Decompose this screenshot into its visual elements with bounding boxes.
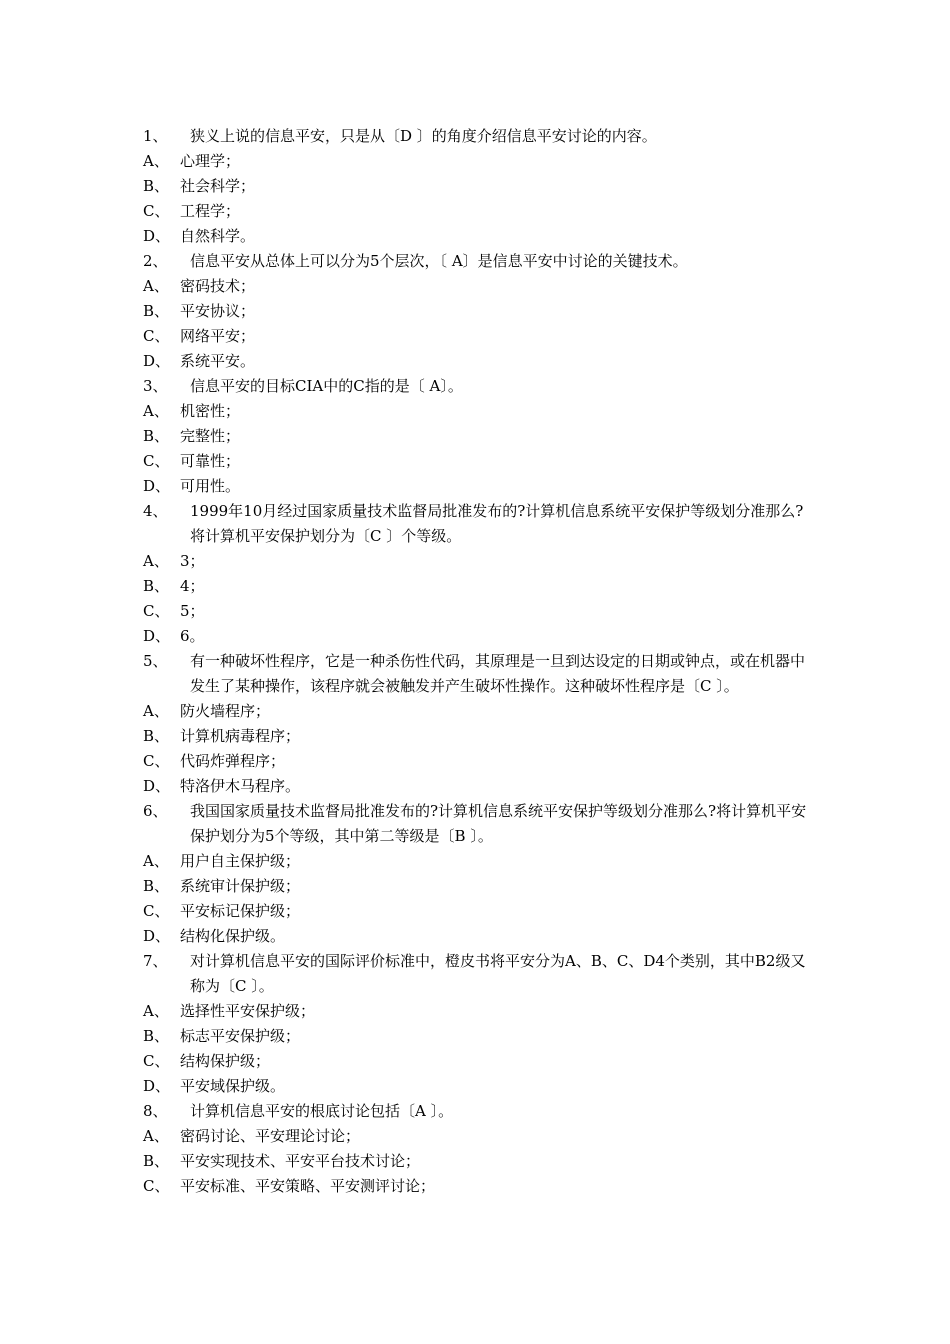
option-item xyxy=(143,1174,813,1199)
option-item xyxy=(143,999,813,1024)
option-item xyxy=(143,1049,813,1074)
question-text: 对计算机信息平安的国际评价标准中，橙皮书将平安分为A、B、C、D4个类别，其中B2级又称为〔C 〕。 xyxy=(190,952,806,995)
option-letter: B、 xyxy=(143,877,170,895)
option-text: 平安标记保护级； xyxy=(180,902,301,920)
question-number: 1、 xyxy=(143,127,168,145)
question-text: 有一种破坏性程序，它是一种杀伤性代码，其原理是一旦到达设定的日期或钟点，或在机器中发生了某种操作，该程序就会被触发并产生破坏性操作。这种破坏性程序是〔C 〕。 xyxy=(190,652,806,695)
option-item xyxy=(143,724,813,749)
question-1 xyxy=(143,124,813,149)
option-item xyxy=(143,924,813,949)
option-text: 平安标准、平安策略、平安测评讨论； xyxy=(180,1177,436,1195)
option-text: 平安协议； xyxy=(180,302,256,320)
option-text: 5； xyxy=(180,602,205,620)
option-letter: D、 xyxy=(143,777,171,795)
question-number: 3、 xyxy=(143,377,168,395)
option-item xyxy=(143,1149,813,1174)
option-text: 标志平安保护级； xyxy=(180,1027,301,1045)
option-item xyxy=(143,1024,813,1049)
question-text: 信息平安的目标CIA中的C指的是〔 A〕。 xyxy=(190,377,463,395)
option-item xyxy=(143,324,813,349)
option-text: 自然科学。 xyxy=(180,227,256,245)
question-number: 7、 xyxy=(143,952,168,970)
option-letter: B、 xyxy=(143,1152,170,1170)
question-text: 我国国家质量技术监督局批准发布的?计算机信息系统平安保护等级划分准那么?将计算机平安保护划分为5个等级，其中第二等级是〔B 〕。 xyxy=(190,802,807,845)
option-letter: A、 xyxy=(143,702,169,720)
question-number: 2、 xyxy=(143,252,168,270)
option-item xyxy=(143,299,813,324)
question-number: 5、 xyxy=(143,652,168,670)
option-item xyxy=(143,449,813,474)
option-text: 工程学； xyxy=(180,202,241,220)
option-letter: A、 xyxy=(143,1002,169,1020)
option-text: 防火墙程序； xyxy=(180,702,271,720)
option-letter: D、 xyxy=(143,627,171,645)
option-item xyxy=(143,174,813,199)
option-item xyxy=(143,749,813,774)
option-letter: B、 xyxy=(143,1027,170,1045)
option-text: 选择性平安保护级； xyxy=(180,1002,316,1020)
option-item xyxy=(143,574,813,599)
option-item xyxy=(143,849,813,874)
option-item xyxy=(143,274,813,299)
option-letter: B、 xyxy=(143,177,170,195)
option-item xyxy=(143,399,813,424)
question-number: 6、 xyxy=(143,802,168,820)
option-letter: C、 xyxy=(143,1052,170,1070)
option-letter: B、 xyxy=(143,302,170,320)
option-letter: D、 xyxy=(143,477,171,495)
option-item xyxy=(143,549,813,574)
option-letter: A、 xyxy=(143,277,169,295)
option-item xyxy=(143,624,813,649)
question-7 xyxy=(143,949,813,999)
option-letter: A、 xyxy=(143,152,169,170)
option-item xyxy=(143,199,813,224)
option-text: 平安实现技术、平安平台技术讨论； xyxy=(180,1152,421,1170)
option-item xyxy=(143,774,813,799)
option-letter: C、 xyxy=(143,902,170,920)
option-text: 可用性。 xyxy=(180,477,241,495)
option-letter: B、 xyxy=(143,427,170,445)
option-letter: C、 xyxy=(143,1177,170,1195)
option-item xyxy=(143,1074,813,1099)
option-text: 系统平安。 xyxy=(180,352,256,370)
option-item xyxy=(143,899,813,924)
option-text: 用户自主保护级； xyxy=(180,852,301,870)
option-text: 3； xyxy=(180,552,205,570)
option-text: 完整性； xyxy=(180,427,241,445)
question-5 xyxy=(143,649,813,699)
option-item xyxy=(143,349,813,374)
option-item xyxy=(143,699,813,724)
option-item xyxy=(143,874,813,899)
option-text: 4； xyxy=(180,577,205,595)
option-text: 特洛伊木马程序。 xyxy=(180,777,301,795)
option-letter: A、 xyxy=(143,402,169,420)
option-letter: D、 xyxy=(143,1077,171,1095)
option-letter: C、 xyxy=(143,327,170,345)
question-3 xyxy=(143,374,813,399)
option-item xyxy=(143,149,813,174)
option-text: 心理学； xyxy=(180,152,241,170)
option-item xyxy=(143,474,813,499)
option-text: 平安域保护级。 xyxy=(180,1077,286,1095)
option-letter: A、 xyxy=(143,852,169,870)
question-text: 计算机信息平安的根底讨论包括〔A 〕。 xyxy=(190,1102,454,1120)
option-text: 可靠性； xyxy=(180,452,241,470)
option-letter: A、 xyxy=(143,1127,169,1145)
option-letter: B、 xyxy=(143,577,170,595)
option-text: 社会科学； xyxy=(180,177,256,195)
option-letter: D、 xyxy=(143,227,171,245)
option-letter: D、 xyxy=(143,927,171,945)
option-letter: B、 xyxy=(143,727,170,745)
question-text: 1999年10月经过国家质量技术监督局批准发布的?计算机信息系统平安保护等级划分准那么?将计算机平安保护划分为〔C 〕个等级。 xyxy=(190,502,804,545)
option-letter: A、 xyxy=(143,552,169,570)
option-item xyxy=(143,224,813,249)
question-8 xyxy=(143,1099,813,1124)
option-letter: C、 xyxy=(143,452,170,470)
option-text: 计算机病毒程序； xyxy=(180,727,301,745)
option-letter: C、 xyxy=(143,752,170,770)
question-6 xyxy=(143,799,813,849)
option-text: 系统审计保护级； xyxy=(180,877,301,895)
option-letter: C、 xyxy=(143,202,170,220)
option-text: 密码技术； xyxy=(180,277,256,295)
option-text: 结构保护级； xyxy=(180,1052,271,1070)
question-2 xyxy=(143,249,813,274)
option-item xyxy=(143,424,813,449)
question-text: 信息平安从总体上可以分为5个层次，〔 A〕是信息平安中讨论的关键技术。 xyxy=(190,252,688,270)
option-text: 网络平安； xyxy=(180,327,256,345)
question-text: 狭义上说的信息平安，只是从〔D 〕的角度介绍信息平安讨论的内容。 xyxy=(190,127,657,145)
option-letter: C、 xyxy=(143,602,170,620)
option-letter: D、 xyxy=(143,352,171,370)
option-text: 代码炸弹程序； xyxy=(180,752,286,770)
option-text: 6。 xyxy=(180,627,205,645)
question-4 xyxy=(143,499,813,549)
question-number: 8、 xyxy=(143,1102,168,1120)
option-text: 机密性； xyxy=(180,402,241,420)
question-list xyxy=(143,124,813,1199)
option-item xyxy=(143,1124,813,1149)
question-number: 4、 xyxy=(143,502,168,520)
option-text: 结构化保护级。 xyxy=(180,927,286,945)
option-text: 密码讨论、平安理论讨论； xyxy=(180,1127,361,1145)
option-item xyxy=(143,599,813,624)
